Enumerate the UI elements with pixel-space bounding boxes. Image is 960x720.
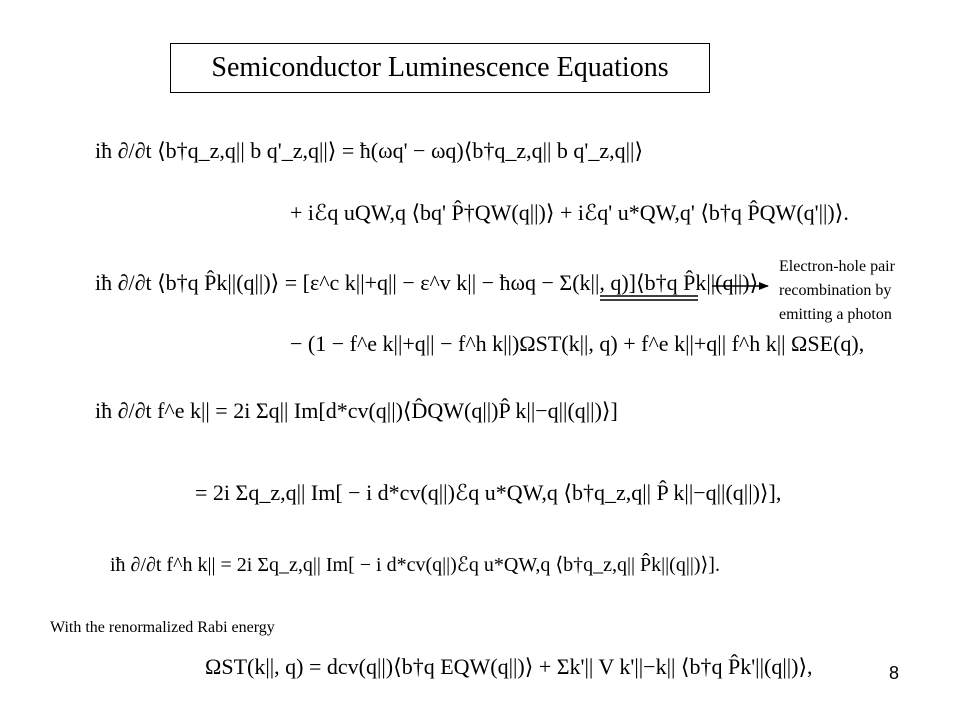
- equation-rabi: ΩST(k||, q) = dcv(q||)⟨b†q EQW(q||)⟩ + Σk'|| V k'||−k|| ⟨b†q P̂k'||(q||)⟩,: [205, 654, 813, 679]
- equation-6: = 2i Σq_z,q|| Im[ − i d*cv(q||)ℰq u*QW,q ⟨b†q_z,q|| P̂ k||−q||(q||)⟩],: [195, 480, 782, 505]
- equation-7: iħ ∂/∂t f^h k|| = 2i Σq_z,q|| Im[ − i d*cv(q||)ℰq u*QW,q ⟨b†q_z,q|| P̂k||(q||)⟩].: [110, 554, 720, 576]
- page-number: 8: [889, 663, 900, 683]
- equation-2: + iℰq uQW,q ⟨bq' P̂†QW(q||)⟩ + iℰq' u*QW,q' ⟨b†q P̂QW(q'||)⟩.: [290, 200, 849, 225]
- equation-1: iħ ∂/∂t ⟨b†q_z,q|| b q'_z,q||⟩ = ħ(ωq' − ωq)⟨b†q_z,q|| b q'_z,q||⟩: [95, 138, 644, 163]
- slide-title: Semiconductor Luminescence Equations: [170, 43, 710, 93]
- rabi-caption: With the renormalized Rabi energy: [50, 619, 275, 636]
- equation-4: − (1 − f^e k||+q|| − f^h k||)ΩST(k||, q) + f^e k||+q|| f^h k|| ΩSE(q),: [290, 331, 865, 356]
- equation-5: iħ ∂/∂t f^e k|| = 2i Σq|| Im[d*cv(q||)⟨D̂QW(q||)P̂ k||−q||(q||)⟩]: [95, 398, 618, 423]
- equation-3: iħ ∂/∂t ⟨b†q P̂k||(q||)⟩ = [ε^c k||+q|| − ε^v k|| − ħωq − Σ(k||, q)]⟨b†q P̂k||(q||)⟩: [95, 270, 759, 295]
- recombination-annotation: Electron-hole pair recombination by emitting a photon: [779, 258, 895, 323]
